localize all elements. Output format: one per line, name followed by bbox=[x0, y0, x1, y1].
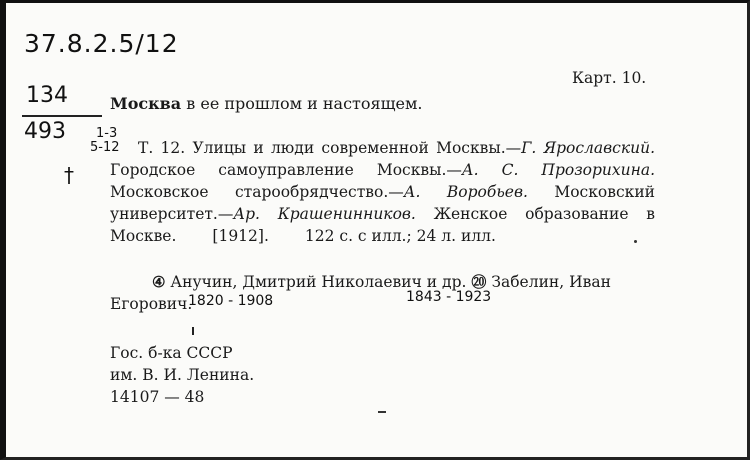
year: [1912]. bbox=[212, 227, 269, 245]
volume-range-a: 1-3 bbox=[96, 126, 118, 141]
annotation-part2: Городское самоуправление Москвы.— bbox=[110, 161, 462, 179]
library-line2: им. В. И. Ленина. bbox=[110, 366, 255, 384]
volume: Т. 12. bbox=[138, 139, 186, 157]
annotation-part3: Московское старообрядчество.— bbox=[110, 183, 404, 201]
author2-second: Егорович. bbox=[110, 295, 193, 313]
annotation-part1: Улицы и люди современной Москвы.— bbox=[192, 139, 522, 157]
ink-tick bbox=[192, 327, 194, 335]
author1: Анучин, Дмитрий Николаевич и др. bbox=[170, 273, 467, 291]
annotation-part4: Московский университет.— bbox=[110, 183, 656, 223]
number-divider bbox=[22, 115, 102, 117]
annotation-part5: Женское образование в Москве. bbox=[110, 205, 655, 245]
cross-mark: † bbox=[64, 163, 74, 187]
second-number: 493 bbox=[24, 119, 66, 144]
author2-mark: ⑳ bbox=[471, 273, 487, 291]
library-line3: 14107 — 48 bbox=[110, 388, 205, 406]
title-main: Москва bbox=[110, 94, 182, 113]
library-line1: Гос. б-ка СССР bbox=[110, 344, 233, 362]
author1-dates: 1820 - 1908 bbox=[188, 293, 274, 309]
inventory-number: 134 bbox=[26, 83, 68, 108]
shelfmark: 37.8.2.5/12 bbox=[24, 29, 179, 58]
annotation-author1: Г. Ярославский. bbox=[521, 139, 655, 157]
volume-range-b: 5-12 bbox=[90, 140, 120, 155]
library-stamp bbox=[110, 342, 254, 408]
annotation-author4: Ар. Крашенинников. bbox=[233, 205, 416, 223]
title bbox=[110, 94, 422, 113]
ink-speck bbox=[634, 240, 637, 243]
extent: 122 с. с илл.; 24 л. илл. bbox=[304, 227, 496, 245]
author1-mark: ④ bbox=[152, 273, 166, 291]
card-label: Карт. 10. bbox=[572, 69, 647, 87]
ink-dash bbox=[378, 411, 386, 413]
author2-first: Забелин, Иван bbox=[491, 273, 611, 291]
annotation-author2: А. С. Прозорихина. bbox=[461, 161, 655, 179]
author2-dates: 1843 - 1923 bbox=[406, 289, 492, 305]
annotation-author3: А. Воробьев. bbox=[403, 183, 528, 201]
title-rest: в ее прошлом и настоящем. bbox=[181, 94, 423, 113]
annotation bbox=[110, 137, 655, 247]
